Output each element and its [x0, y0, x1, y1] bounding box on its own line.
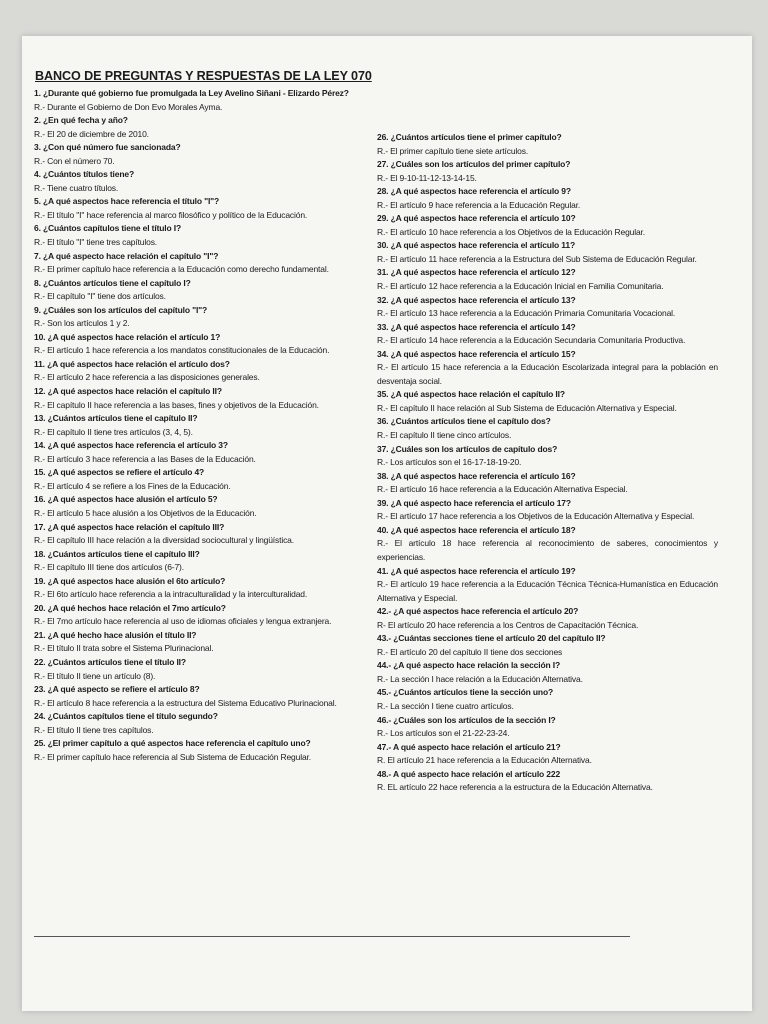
bottom-rule [34, 936, 630, 937]
answer: R.- Con el número 70. [34, 155, 115, 166]
question: 2. ¿En qué fecha y año? [34, 115, 128, 126]
question: 22. ¿Cuántos artículos tiene el título II? [34, 656, 186, 667]
question: 29. ¿A qué aspectos hace referencia el artículo 10? [377, 213, 576, 224]
question: 16. ¿A qué aspectos hace alusión el artículo 5? [34, 494, 218, 505]
question: 20. ¿A qué hechos hace relación el 7mo artículo? [34, 602, 226, 613]
question: 10. ¿A qué aspectos hace relación el artículo 1? [34, 331, 221, 342]
question: 24. ¿Cuántos capítulos tiene el título segundo? [34, 711, 218, 722]
question: 6. ¿Cuántos capítulos tiene el título I? [34, 223, 182, 234]
question: 44.- ¿A qué aspecto hace relación la sección I? [377, 660, 561, 671]
answer: R.- El título II tiene un artículo (8). [34, 670, 156, 681]
question: 11. ¿A qué aspectos hace relación el artículo dos? [34, 358, 230, 369]
question: 18. ¿Cuántos artículos tiene el capítulo III? [34, 548, 200, 559]
question: 27. ¿Cuáles son los artículos del primer capítulo? [377, 159, 571, 170]
answer: R.- El capítulo II hace relación al Sub Sistema de Educación Alternativa y Especial. [377, 402, 677, 413]
question: 19. ¿A qué aspectos hace alusión el 6to artículo? [34, 575, 226, 586]
answer: R.- Los artículos son el 16-17-18-19-20. [377, 457, 522, 468]
question: 46.- ¿Cuáles son los artículos de la sección I? [377, 714, 556, 725]
answer: R.- El primer capítulo tiene siete artículos. [377, 145, 529, 156]
question: 26. ¿Cuántos artículos tiene el primer capítulo? [377, 132, 562, 142]
question: 3. ¿Con qué número fue sancionada? [34, 142, 181, 153]
question: 13. ¿Cuántos artículos tiene el capítulo II? [34, 413, 198, 424]
answer: R.- El artículo 9 hace referencia a la Educación Regular. [377, 199, 581, 210]
answer: R.- El artículo 8 hace referencia a la estructura del Sistema Educativo Plurinacional. [34, 697, 337, 708]
question: 4. ¿Cuántos títulos tiene? [34, 169, 134, 180]
answer: R.- El artículo 4 se refiere a los Fines de la Educación. [34, 480, 231, 491]
answer: R.- La sección I hace relación a la Educación Alternativa. [377, 673, 583, 684]
answer: R.- El capítulo II hace referencia a las bases, fines y objetivos de la Educación. [34, 399, 319, 410]
answer: R.- El artículo 1 hace referencia a los mandatos constitucionales de la Educación. [34, 345, 330, 356]
answer: R.- El título II tiene tres capítulos. [34, 724, 154, 735]
answer: R.- El artículo 18 hace referencia al reconocimiento de saberes, conocimientos y experiencias. [377, 538, 718, 562]
answer: R.- El artículo 3 hace referencia a las Bases de la Educación. [34, 453, 256, 464]
answer: R.- El 7mo artículo hace referencia al uso de idiomas oficiales y lengua extranjera. [34, 616, 332, 627]
answer: R.- El capítulo II tiene tres artículos (3, 4, 5). [34, 426, 193, 437]
answer: R.- Tiene cuatro títulos. [34, 182, 119, 193]
question: 23. ¿A qué aspecto se refiere el artículo 8? [34, 684, 200, 695]
question: 17. ¿A qué aspectos hace relación el capítulo III? [34, 521, 225, 532]
question: 28. ¿A qué aspectos hace referencia el artículo 9? [377, 186, 571, 197]
document-title: BANCO DE PREGUNTAS Y RESPUESTAS DE LA LEY 070 [35, 69, 372, 83]
answer: R.- El título II trata sobre el Sistema Plurinacional. [34, 643, 214, 654]
answer: R.- El artículo 5 hace alusión a los Objetivos de la Educación. [34, 507, 257, 518]
answer: R. EL artículo 22 hace referencia a la estructura de la Educación Alternativa. [377, 782, 653, 793]
question: 43.- ¿Cuántas secciones tiene el artículo 20 del capítulo II? [377, 633, 606, 644]
answer: R.- La sección I tiene cuatro artículos. [377, 700, 514, 711]
answer: R.- El artículo 10 hace referencia a los Objetivos de la Educación Regular. [377, 226, 645, 237]
answer: R.- El artículo 20 del capítulo II tiene dos secciones [377, 646, 563, 657]
answer: R.- El primer capítulo hace referencia al Sub Sistema de Educación Regular. [34, 751, 311, 762]
answer: R.- El 9-10-11-12-13-14-15. [377, 172, 477, 183]
question: 38. ¿A qué aspectos hace referencia el artículo 16? [377, 470, 576, 481]
answer: R.- El artículo 12 hace referencia a la Educación Inicial en Familia Comunitaria. [377, 281, 664, 292]
question: 35. ¿A qué aspectos hace relación el capítulo II? [377, 389, 565, 400]
question: 1. ¿Durante qué gobierno fue promulgada la Ley Avelino Siñani - Elizardo Pérez? [34, 88, 349, 98]
answer: R.- El capítulo "I" tiene dos artículos. [34, 291, 166, 302]
answer: R.- El capítulo III hace relación a la diversidad sociocultural y lingüística. [34, 535, 294, 546]
question: 30. ¿A qué aspectos hace referencia el artículo 11? [377, 240, 576, 251]
answer: R. El artículo 21 hace referencia a la Educación Alternativa. [377, 755, 592, 766]
answer: R.- El título "I" hace referencia al marco filosófico y político de la Educación. [34, 209, 308, 220]
left-column [34, 87, 378, 764]
question: 48.- A qué aspecto hace relación el artículo 222 [377, 768, 561, 779]
answer: R.- El artículo 11 hace referencia a la Estructura del Sub Sistema de Educación Regular. [377, 253, 697, 264]
answer: R.- El artículo 19 hace referencia a la Educación Técnica Técnica-Humanística en Educación Alternativa y Especial. [377, 579, 718, 603]
answer: R.- El artículo 16 hace referencia a la Educación Alternativa Especial. [377, 484, 628, 495]
answer: R- El artículo 20 hace referencia a los Centros de Capacitación Técnica. [377, 619, 639, 630]
question: 5. ¿A qué aspectos hace referencia el título "I"? [34, 196, 220, 207]
question: 40. ¿A qué aspectos hace referencia el artículo 18? [377, 524, 576, 535]
question: 42.- ¿A qué aspectos hace referencia el artículo 20? [377, 606, 579, 617]
question: 32. ¿A qué aspectos hace referencia el artículo 13? [377, 294, 576, 305]
question: 12. ¿A qué aspectos hace relación el capítulo II? [34, 386, 222, 397]
question: 36. ¿Cuántos artículos tiene el capítulo dos? [377, 416, 551, 427]
question: 8. ¿Cuántos artículos tiene el capítulo I? [34, 277, 191, 288]
question: 34. ¿A qué aspectos hace referencia el artículo 15? [377, 348, 576, 359]
answer: R.- El artículo 2 hace referencia a las disposiciones generales. [34, 372, 260, 383]
question: 7. ¿A qué aspecto hace relación el capítulo "I"? [34, 250, 219, 261]
answer: R.- El artículo 13 hace referencia a la Educación Primaria Comunitaria Vocacional. [377, 308, 676, 319]
question: 37. ¿Cuáles son los artículos de capítulo dos? [377, 443, 558, 454]
answer: R.- Son los artículos 1 y 2. [34, 318, 130, 329]
answer: R.- El título "I" tiene tres capítulos. [34, 237, 158, 248]
answer: R.- El 20 de diciembre de 2010. [34, 128, 149, 139]
answer: R.- El artículo 14 hace referencia a la Educación Secundaria Comunitaria Productiva. [377, 335, 686, 346]
answer: R.- El artículo 15 hace referencia a la Educación Escolarizada integral para la población en desventaja social. [377, 362, 718, 386]
answer: R.- Los artículos son el 21-22-23-24. [377, 728, 510, 739]
question: 25. ¿El primer capítulo a qué aspectos hace referencia el capítulo uno? [34, 738, 311, 749]
answer: R.- El capítulo III tiene dos artículos (6-7). [34, 562, 184, 573]
question: 14. ¿A qué aspectos hace referencia el artículo 3? [34, 440, 228, 451]
question: 47.- A qué aspecto hace relación el artículo 21? [377, 741, 561, 752]
question: 31. ¿A qué aspectos hace referencia el artículo 12? [377, 267, 576, 278]
question: 45.- ¿Cuántos artículos tiene la sección uno? [377, 687, 554, 698]
right-column [377, 131, 718, 795]
question: 15. ¿A qué aspectos se refiere el artículo 4? [34, 467, 205, 478]
question: 39. ¿A qué aspecto hace referencia el artículo 17? [377, 497, 571, 508]
question: 41. ¿A qué aspectos hace referencia el artículo 19? [377, 565, 576, 576]
answer: R.- El 6to artículo hace referencia a la intraculturalidad y la interculturalidad. [34, 589, 308, 600]
question: 21. ¿A qué hecho hace alusión el título II? [34, 629, 197, 640]
answer: R.- Durante el Gobierno de Don Evo Morales Ayma. [34, 101, 223, 112]
question: 9. ¿Cuáles son los artículos del capítulo "I"? [34, 304, 208, 315]
answer: R.- El artículo 17 hace referencia a los Objetivos de la Educación Alternativa y Especial. [377, 511, 695, 522]
answer: R.- El primer capítulo hace referencia a la Educación como derecho fundamental. [34, 264, 329, 275]
answer: R.- El capítulo II tiene cinco artículos. [377, 430, 512, 441]
question: 33. ¿A qué aspectos hace referencia el artículo 14? [377, 321, 576, 332]
